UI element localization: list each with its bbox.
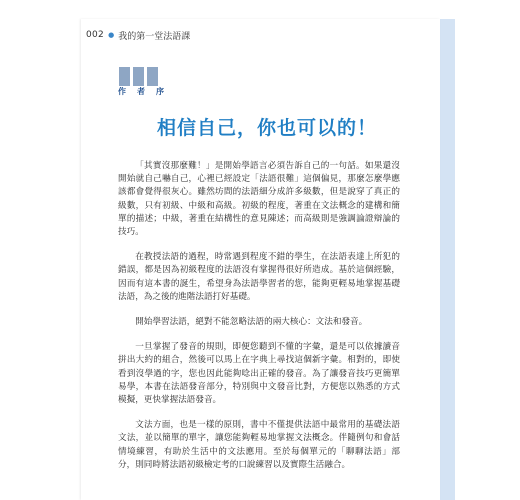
paragraph: 「其實沒那麼難！」是開始學語言必須告訴自己的一句話。如果還沒開始就自己嚇自己，心裡已經設定「法語很難」這個偏見，那麼怎麼學應該都會覺得很灰心。雖然坊間的法語細分成許多級數，但是說穿了真正的級數，只有初級、中級和高級。初級的程度，著重在文法概念的建構和簡單的描述；中級，著重在結構性的意見陳述；而高級則是強調論證辯論的技巧。	[118, 161, 400, 238]
section-label-char: 作	[118, 87, 126, 96]
section-label-char: 者	[137, 87, 145, 96]
bullet-icon: ●	[108, 31, 115, 39]
paragraph: 一旦掌握了發音的規則，即便您聽到不懂的字彙，還是可以依據讀音拼出大約的組合，然後可以馬上在字典上尋找這個新字彙。相對的，即使看到沒學過的字，您也因此能夠唸出正確的發音。為了讓發音技巧更簡單易學，本書在法語發音部分，特別與中文發音比對，方便您以熟悉的方式模擬，更快掌握法語發音。	[118, 342, 400, 406]
running-header	[86, 28, 190, 42]
paragraph: 文法方面，也是一樣的原則，書中不僅提供法語中最常用的基礎法語文法，並以簡單的單字，讓您能夠輕易地掌握文法概念。伴隨例句和會話情境練習，有助於生活中的文法應用。至於每個單元的「聊聊法語」部分，則同時將法語初級檢定考的口說練習以及實際生活融合。	[118, 420, 400, 470]
section-label-char: 序	[156, 87, 164, 96]
page-number: 002	[86, 30, 105, 40]
page-edge-band	[440, 19, 455, 500]
section-label	[117, 86, 165, 97]
paragraph: 在教授法語的過程，時常遇到程度不錯的學生，在法語表達上所犯的錯誤，都是因為初級程度的法語沒有掌握得很好所造成。基於這個經驗，因而有這本書的誕生，希望身為法語學習者的您，能夠更輕易地掌握基礎法語，為之後的進階法語打好基礎。	[118, 252, 400, 302]
page-headline: 相信自己，你也可以的！	[156, 117, 377, 139]
paragraph: 開始學習法語，絕對不能忽略法語的兩大核心：文法和發音。	[135, 317, 368, 328]
body-text	[118, 160, 400, 484]
book-title: 我的第一堂法語課	[118, 31, 191, 42]
